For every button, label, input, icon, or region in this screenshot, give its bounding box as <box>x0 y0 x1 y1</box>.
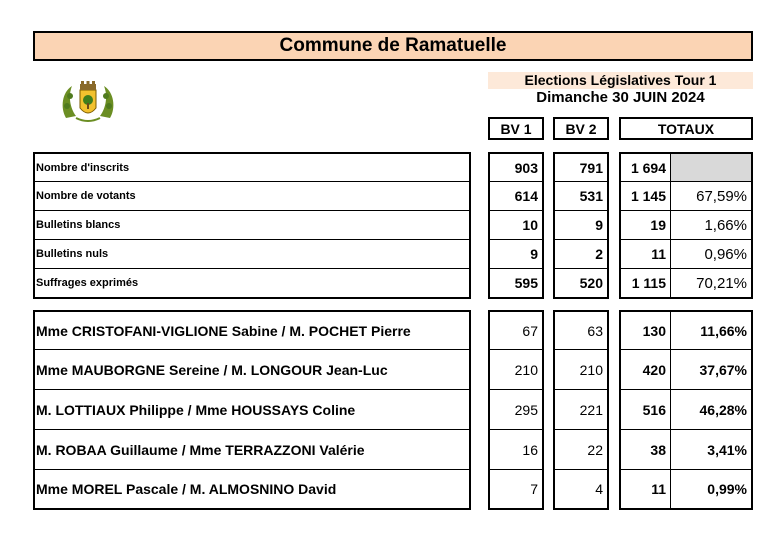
candidate-total: 420 <box>642 361 666 378</box>
candidate-name: Mme CRISTOFANI-VIGLIONE Sabine / M. POCHET Pierre <box>36 322 411 339</box>
stat-percent: 1,66% <box>704 216 747 234</box>
candidate-name: Mme MAUBORGNE Sereine / M. LONGOUR Jean-Luc <box>36 361 388 378</box>
stat-percent: 0,96% <box>704 245 747 263</box>
candidate-name: M. ROBAA Guillaume / Mme TERRAZZONI Valérie <box>36 441 365 458</box>
candidate-percent: 46,28% <box>699 401 747 418</box>
stat-label: Suffrages exprimés <box>36 277 139 289</box>
stat-percent: 70,21% <box>696 274 747 292</box>
column-header-bv1: BV 1 <box>488 117 544 140</box>
town-crest-icon <box>58 78 118 126</box>
candidate-percent: 3,41% <box>707 441 747 458</box>
stat-bv1: 614 <box>514 188 538 204</box>
candidate-name: Mme MOREL Pascale / M. ALMOSNINO David <box>36 481 337 497</box>
totals-column-divider <box>670 152 671 299</box>
stat-bv2: 520 <box>579 275 603 291</box>
candidate-bv2: 22 <box>587 441 603 458</box>
stat-percent: 67,59% <box>696 187 747 205</box>
candidate-total: 38 <box>650 441 666 458</box>
column-header-bv2: BV 2 <box>553 117 609 140</box>
stat-total: 1 115 <box>631 275 666 291</box>
stat-bv1: 9 <box>530 246 538 262</box>
candidate-bv2: 210 <box>579 361 603 378</box>
candidate-total: 11 <box>651 481 666 497</box>
stat-bv1: 903 <box>514 159 538 176</box>
candidate-bv2: 63 <box>587 322 603 339</box>
stat-total: 19 <box>650 217 666 233</box>
candidate-bv1: 210 <box>514 361 538 378</box>
stat-bv2: 9 <box>595 217 603 233</box>
candidate-bv1: 7 <box>530 481 538 497</box>
stat-bv1: 595 <box>514 275 538 291</box>
election-date: Dimanche 30 JUIN 2024 <box>536 89 705 106</box>
candidate-bv1: 67 <box>522 322 538 339</box>
stat-total: 1 145 <box>630 188 666 204</box>
stat-bv2: 791 <box>579 159 603 176</box>
candidate-total: 516 <box>642 401 666 418</box>
stat-total: 1 694 <box>630 159 666 176</box>
candidate-percent: 0,99% <box>707 481 747 497</box>
page-title-text: Commune de Ramatuelle <box>279 35 507 56</box>
election-title: Elections Législatives Tour 1 <box>524 72 717 88</box>
candidate-total: 130 <box>642 322 666 339</box>
totals-column-divider <box>670 310 671 510</box>
candidate-bv1: 295 <box>514 401 538 418</box>
stat-label: Nombre de votants <box>36 190 136 202</box>
candidate-bv1: 16 <box>522 441 538 458</box>
stat-bv1: 10 <box>522 217 538 233</box>
candidate-name: M. LOTTIAUX Philippe / Mme HOUSSAYS Coline <box>36 401 356 418</box>
stat-label: Bulletins nuls <box>36 248 109 260</box>
column-header-totals: TOTAUX <box>619 117 753 140</box>
stat-label: Nombre d'inscrits <box>36 161 130 174</box>
candidate-percent: 37,67% <box>699 361 747 378</box>
stat-bv2: 531 <box>579 188 603 204</box>
page-title <box>33 31 753 61</box>
stats-empty-shaded-cell <box>671 154 751 181</box>
candidate-bv2: 221 <box>579 401 603 418</box>
candidate-percent: 11,66% <box>700 322 747 339</box>
candidate-bv2: 4 <box>595 481 603 497</box>
stat-label: Bulletins blancs <box>36 219 121 231</box>
stat-total: 11 <box>651 246 666 262</box>
stat-bv2: 2 <box>595 246 603 262</box>
